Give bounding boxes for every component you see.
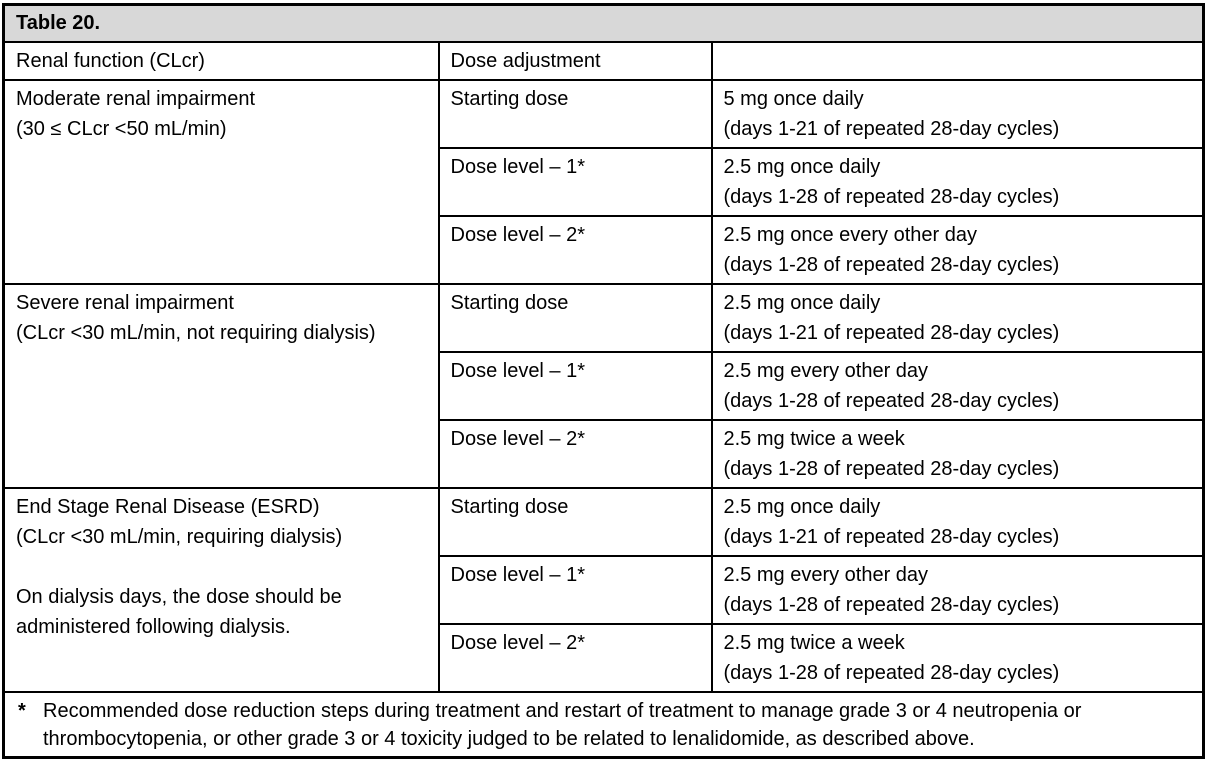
dose-level-cell: Dose level – 1*: [439, 148, 712, 216]
footnote-marker: *: [18, 700, 26, 722]
dose-amount: 2.5 mg once daily: [723, 156, 881, 178]
dose-value-cell: [712, 80, 1204, 148]
dose-amount: 2.5 mg twice a week: [723, 632, 905, 654]
condition-line2: (CLcr <30 mL/min, requiring dialysis): [16, 526, 343, 548]
dose-value-cell: [712, 420, 1204, 488]
dose-amount: 2.5 mg twice a week: [723, 428, 905, 450]
dose-value-cell: [712, 216, 1204, 284]
dose-schedule: (days 1-21 of repeated 28-day cycles): [723, 118, 1060, 140]
condition-line2: (CLcr <30 mL/min, not requiring dialysis): [16, 322, 376, 344]
dose-amount: 2.5 mg every other day: [723, 564, 929, 586]
dose-level-cell: Dose level – 2*: [439, 216, 712, 284]
dose-level-cell: Starting dose: [439, 284, 712, 352]
dose-amount: 2.5 mg once daily: [723, 292, 881, 314]
table-row: [4, 284, 1204, 352]
dose-schedule: (days 1-21 of repeated 28-day cycles): [723, 322, 1060, 344]
dose-level-cell: Dose level – 2*: [439, 420, 712, 488]
dose-value-cell: [712, 556, 1204, 624]
dose-adjustment-table: [2, 3, 1205, 759]
dose-schedule: (days 1-21 of repeated 28-day cycles): [723, 526, 1060, 548]
dose-schedule: (days 1-28 of repeated 28-day cycles): [723, 254, 1060, 276]
dose-schedule: (days 1-28 of repeated 28-day cycles): [723, 390, 1060, 412]
footnote-row: [4, 692, 1204, 758]
dose-value-cell: [712, 148, 1204, 216]
dose-schedule: (days 1-28 of repeated 28-day cycles): [723, 186, 1060, 208]
dose-amount: 2.5 mg once daily: [723, 496, 881, 518]
dose-schedule: (days 1-28 of repeated 28-day cycles): [723, 662, 1060, 684]
table-title-row: [4, 5, 1204, 43]
dose-value-cell: [712, 624, 1204, 692]
condition-cell-severe: [4, 284, 439, 488]
table-row: [4, 488, 1204, 556]
footnote-cell: [4, 692, 1204, 758]
table-header-row: [4, 42, 1204, 80]
condition-line1: Moderate renal impairment: [16, 88, 255, 110]
dose-level-cell: Dose level – 2*: [439, 624, 712, 692]
dose-schedule: (days 1-28 of repeated 28-day cycles): [723, 458, 1060, 480]
footnote-text: Recommended dose reduction steps during treatment and restart of treatment to manage grade 3 or 4 neutropenia or thrombocytopenia, or other grade 3 or 4 toxicity judged to be related to lenalidomide, as described above.: [43, 700, 1082, 750]
condition-cell-moderate: [4, 80, 439, 284]
dose-level-cell: Dose level – 1*: [439, 352, 712, 420]
condition-cell-esrd: [4, 488, 439, 692]
condition-line1: Severe renal impairment: [16, 292, 234, 314]
column-header-renal-function: Renal function (CLcr): [4, 42, 439, 80]
condition-note: On dialysis days, the dose should be administered following dialysis.: [16, 586, 342, 638]
dose-level-cell: Starting dose: [439, 80, 712, 148]
column-header-empty: [712, 42, 1204, 80]
table-title: Table 20.: [4, 5, 1204, 43]
dose-amount: 2.5 mg once every other day: [723, 224, 977, 246]
dose-level-cell: Starting dose: [439, 488, 712, 556]
dose-value-cell: [712, 284, 1204, 352]
table-row: [4, 80, 1204, 148]
condition-line1: End Stage Renal Disease (ESRD): [16, 496, 320, 518]
dose-value-cell: [712, 488, 1204, 556]
condition-line2: (30 ≤ CLcr <50 mL/min): [16, 118, 227, 140]
dose-schedule: (days 1-28 of repeated 28-day cycles): [723, 594, 1060, 616]
dose-amount: 5 mg once daily: [723, 88, 864, 110]
dose-value-cell: [712, 352, 1204, 420]
dose-amount: 2.5 mg every other day: [723, 360, 929, 382]
dose-level-cell: Dose level – 1*: [439, 556, 712, 624]
column-header-dose-adjustment: Dose adjustment: [439, 42, 712, 80]
